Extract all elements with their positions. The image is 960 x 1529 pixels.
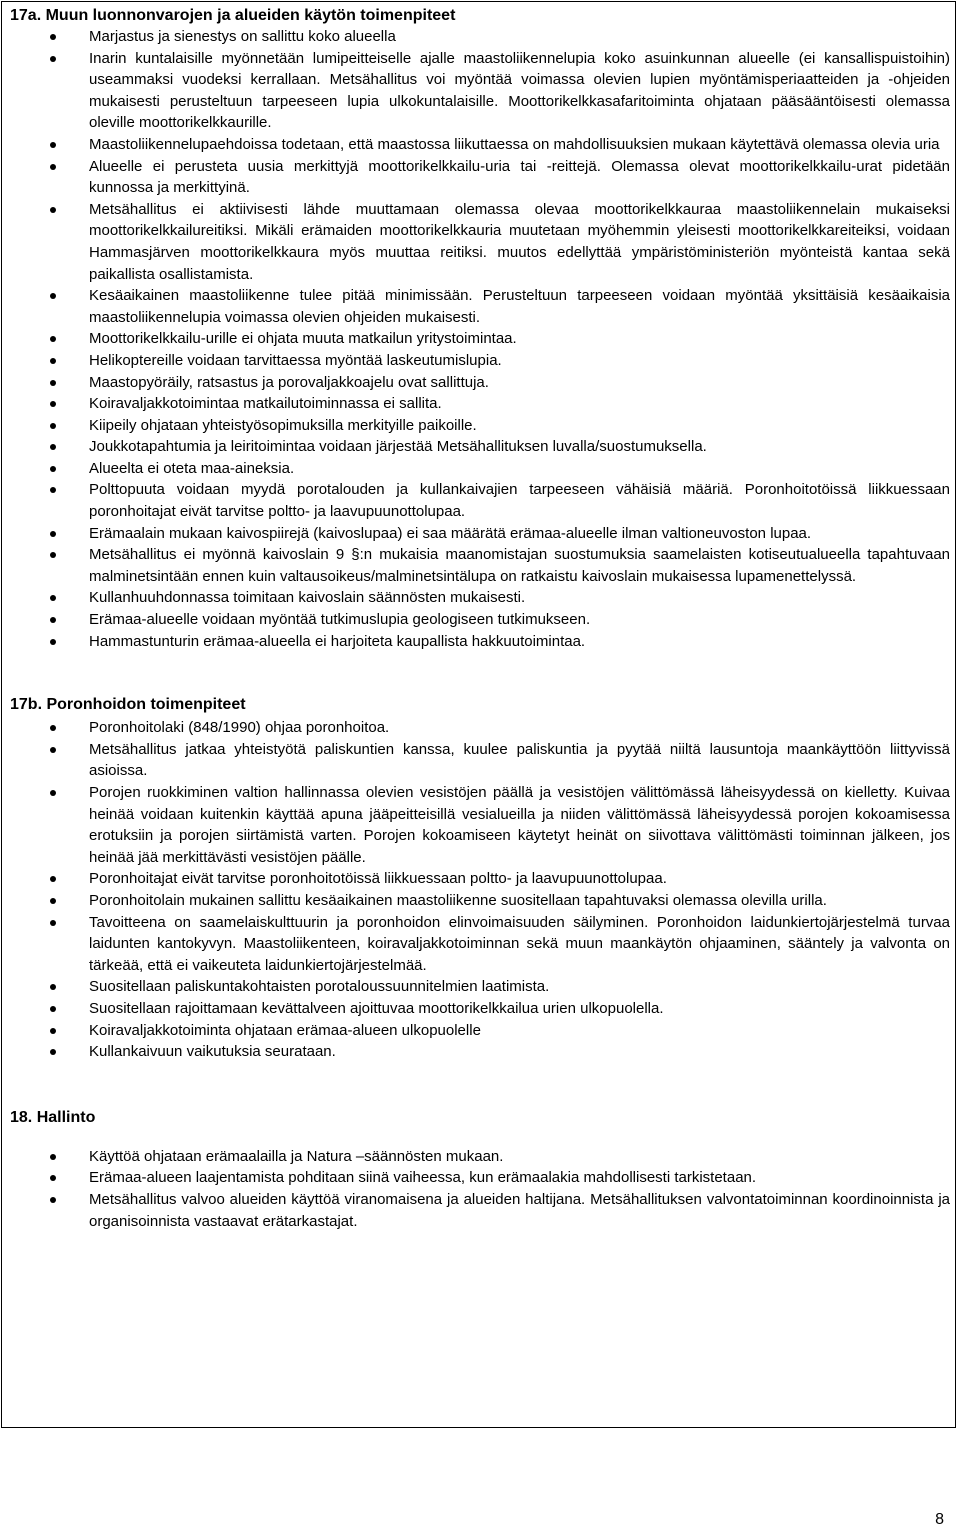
list-item — [10, 912, 950, 977]
list-item — [10, 26, 950, 48]
bullet-icon — [50, 790, 56, 796]
list-item-text: Kesäaikainen maastoliikenne tulee pitää minimissään. Perusteltuun tarpeeseen voidaan myöntää yksittäisiä kesäaikaisia maastoliikennelupia voimassa olevien ohjeiden mukaisesti. — [89, 287, 950, 326]
list-item-text: Poronhoitajat eivät tarvitse poronhoitotöissä liikkuessaan poltto- ja laavupuunottolupaa. — [89, 870, 667, 888]
page-number: 8 — [935, 1511, 944, 1528]
bullet-icon — [50, 293, 56, 299]
list-item — [10, 1146, 950, 1168]
list-item — [10, 523, 950, 545]
list-item — [10, 350, 950, 372]
bullet-icon — [50, 423, 56, 429]
list-item-text: Maastoliikennelupaehdoissa todetaan, että maastossa liikuttaessa on mahdollisuuksien mukaan käytettävä olemassa olevia uria — [89, 135, 940, 153]
bullet-icon — [50, 56, 56, 62]
bullet-icon — [50, 466, 56, 472]
bullet-icon — [50, 401, 56, 407]
section-17a-list — [10, 26, 950, 652]
bullet-icon — [50, 725, 56, 731]
document-content — [10, 5, 950, 1232]
bullet-icon — [50, 142, 56, 148]
list-item — [10, 1167, 950, 1189]
list-item — [10, 199, 950, 285]
list-item-text: Polttopuuta voidaan myydä porotalouden ja kullankaivajien tarpeeseen vähäisiä määriä. Poronhoitotöissä liikkuessaan poronhoitajat eivät tarvitse poltto- ja laavupuunottolupaa. — [89, 481, 950, 521]
bullet-icon — [50, 639, 56, 645]
list-item-text: Alueelta ei oteta maa-aineksia. — [89, 459, 295, 477]
list-item-text: Kullankaivuun vaikutuksia seurataan. — [89, 1043, 336, 1061]
list-item-text: Koiravaljakkotoiminta ohjataan erämaa-alueen ulkopuolelle — [89, 1021, 481, 1039]
bullet-icon — [50, 207, 56, 213]
list-item — [10, 890, 950, 912]
section-17a — [10, 5, 950, 652]
list-item — [10, 1041, 950, 1063]
list-item-text: Poronhoitolaki (848/1990) ohjaa poronhoitoa. — [89, 719, 390, 737]
list-item — [10, 976, 950, 998]
bullet-icon — [50, 1197, 56, 1203]
section-18 — [10, 1107, 950, 1232]
list-item — [10, 372, 950, 394]
section-title-17b: 17b. Poronhoidon toimenpiteet — [10, 696, 246, 714]
bullet-icon — [50, 898, 56, 904]
bullet-icon — [50, 1049, 56, 1055]
list-item-text: Suositellaan rajoittamaan kevättalveen ajoittuvaa moottorikelkkailua urien ulkopuolella. — [89, 999, 664, 1017]
list-item — [10, 739, 950, 782]
list-item — [10, 717, 950, 739]
bullet-icon — [50, 336, 56, 342]
list-item — [10, 1189, 950, 1232]
bullet-icon — [50, 444, 56, 450]
bullet-icon — [50, 531, 56, 537]
list-item — [10, 479, 950, 522]
bullet-icon — [50, 552, 56, 558]
list-item-text: Erämaa-alueen laajentamista pohditaan siinä vaiheessa, kun erämaalakia mahdollisesti tarkistetaan. — [89, 1169, 757, 1187]
list-item-text: Metsähallitus ei aktiivisesti lähde muuttamaan olemassa olevaa moottorikelkkauraa maastoliikennelain mukaiseksi moottorikelkkailureitiksi. Mikäli erämaiden moottorikelkkauria muutetaan myöhemmin yleisesti moottorikelkkareiteiksi, voidaan Hammasjärven moottorikelkkaura myös muuttaa reitiksi. muutos edellyttää ympäristöministeriön myönteistä kantaa sekä paikallista osallistamista. — [89, 200, 950, 283]
section-17b — [10, 694, 950, 1063]
list-item-text: Inarin kuntalaisille myönnetään lumipeitteiselle ajalle maastoliikennelupia koko asuinkunnan alueelle (ei kansallispuistoihin) useammaksi vuodeksi kerrallaan. Metsähallitus voi myöntää voimassa olevien lupien myöntämisperiaatteiden ja -ohjeiden mukaisesti perusteltuun tarpeeseen lupia ulkokuntalaisille. Moottorikelkkasafaritoiminta ohjataan pääsääntöisesti olemassa oleville moottorikelkkaurille. — [89, 49, 950, 132]
bullet-icon — [50, 595, 56, 601]
list-item-text: Koiravaljakkotoimintaa matkailutoiminnassa ei sallita. — [89, 395, 442, 413]
list-item — [10, 587, 950, 609]
list-item — [10, 631, 950, 653]
list-item — [10, 328, 950, 350]
list-item — [10, 156, 950, 199]
section-title-17a: 17a. Muun luonnonvarojen ja alueiden käytön toimenpiteet — [10, 7, 456, 24]
list-item — [10, 609, 950, 631]
list-item — [10, 285, 950, 328]
list-item-text: Kiipeily ohjataan yhteistyösopimuksilla merkityille paikoille. — [89, 416, 477, 434]
list-item — [10, 782, 950, 868]
list-item-text: Maastopyöräily, ratsastus ja porovaljakkoajelu ovat sallittuja. — [89, 373, 489, 391]
bullet-icon — [50, 358, 56, 364]
bullet-icon — [50, 1028, 56, 1034]
bullet-icon — [50, 1006, 56, 1012]
list-item-text: Käyttöä ohjataan erämaalailla ja Natura –säännösten mukaan. — [89, 1147, 504, 1165]
bullet-icon — [50, 1154, 56, 1160]
list-item-text: Porojen ruokkiminen valtion hallinnassa olevien vesistöjen päällä ja vesistöjen välittömässä läheisyydessä on kielletty. Kuivaa heinää voidaan kuitenkin käyttää apuna jääpeitteisillä vesialueilla ja niiden välittömässä läheisyydessä porojen kokoamisessa erotuksiin ja porojen siirtämistä varten. Porojen kokoamiseen käytetyt heinät on siivottava välittömästi toiminnan jälkeen, jos heinää jää merkittävästi vesistöjen päälle. — [89, 784, 950, 866]
list-item-text: Moottorikelkkailu-urille ei ohjata muuta matkailun yritystoimintaa. — [89, 330, 517, 348]
list-item — [10, 48, 950, 134]
bullet-icon — [50, 487, 56, 493]
list-item — [10, 458, 950, 480]
list-item — [10, 998, 950, 1020]
list-item-text: Joukkotapahtumia ja leiritoimintaa voidaan järjestää Metsähallituksen luvalla/suostumuksella. — [89, 438, 707, 456]
bullet-icon — [50, 164, 56, 170]
section-18-list — [10, 1146, 950, 1232]
bullet-icon — [50, 380, 56, 386]
section-17b-list — [10, 717, 950, 1063]
list-item-text: Helikoptereille voidaan tarvittaessa myöntää laskeutumislupia. — [89, 351, 502, 369]
bullet-icon — [50, 1175, 56, 1181]
bullet-icon — [50, 984, 56, 990]
list-item-text: Erämaa-alueelle voidaan myöntää tutkimuslupia geologiseen tutkimukseen. — [89, 611, 591, 629]
page-frame — [1, 1, 956, 1428]
list-item — [10, 436, 950, 458]
list-item-text: Metsähallitus ei myönnä kaivoslain 9 §:n mukaisia maanomistajan suostumuksia saamelaisten kotiseutualueella tapahtuvaan malminetsintään ennen kuin valtausoikeus/malminetsintälupa on ratkaistu kaivoslain mukaisessa lupamenettelyssä. — [89, 546, 950, 585]
list-item — [10, 415, 950, 437]
bullet-icon — [50, 617, 56, 623]
list-item — [10, 134, 950, 156]
bullet-icon — [50, 34, 56, 40]
list-item — [10, 393, 950, 415]
bullet-icon — [50, 920, 56, 926]
list-item-text: Poronhoitolain mukainen sallittu kesäaikainen maastoliikenne suositellaan tapahtuvaksi olemassa olevilla urilla. — [89, 891, 827, 909]
list-item-text: Metsähallitus jatkaa yhteistyötä paliskuntien kanssa, kuulee paliskuntia ja pyytää niiltä lausuntoja maankäyttöön liittyvissä asioissa. — [89, 740, 950, 780]
bullet-icon — [50, 876, 56, 882]
bullet-icon — [50, 747, 56, 753]
list-item — [10, 868, 950, 890]
list-item — [10, 1020, 950, 1042]
list-item-text: Erämaalain mukaan kaivospiirejä (kaivoslupaa) ei saa määrätä erämaa-alueelle ilman valtioneuvoston lupaa. — [89, 524, 812, 542]
list-item-text: Suositellaan paliskuntakohtaisten porotaloussuunnitelmien laatimista. — [89, 978, 550, 996]
list-item-text: Hammastunturin erämaa-alueella ei harjoiteta kaupallista hakkuutoimintaa. — [89, 632, 586, 650]
list-item-text: Marjastus ja sienestys on sallittu koko alueella — [89, 28, 396, 45]
list-item-text: Alueelle ei perusteta uusia merkittyjä moottorikelkkailu-uria tai -reittejä. Olemassa olevat moottorikelkkailu-urat pidetään kunnossa ja merkittyinä. — [89, 157, 950, 197]
section-title-18: 18. Hallinto — [10, 1108, 96, 1126]
list-item-text: Kullanhuuhdonnassa toimitaan kaivoslain säännösten mukaisesti. — [89, 589, 526, 607]
list-item — [10, 544, 950, 587]
list-item-text: Metsähallitus valvoo alueiden käyttöä viranomaisena ja alueiden haltijana. Metsähallituksen valvontatoiminnan koordinoinnista ja organisoinnista vastaavat erätarkastajat. — [89, 1190, 950, 1230]
list-item-text: Tavoitteena on saamelaiskulttuurin ja poronhoidon elinvoimaisuuden säilyminen. Poronhoidon laidunkiertojärjestelmä turvaa laidunten kantokyvyn. Maastoliikenteen, koiravaljakkotoiminnan sekä muun maankäytön ohjaaminen, sääntely ja valvonta on tärkeää, että ei vaikeuteta laidunkiertojärjestelmää. — [89, 913, 950, 974]
